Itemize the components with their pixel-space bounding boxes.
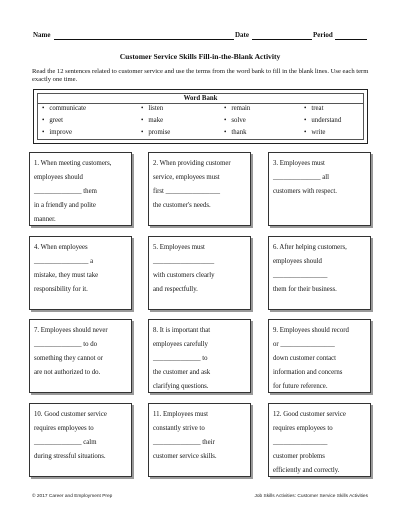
word-bank-term: • promise bbox=[141, 129, 171, 136]
word-bank-term: • solve bbox=[224, 117, 246, 124]
question-card-5 bbox=[148, 236, 251, 310]
question-text: 3. Employees must ______________ all customers with respect. bbox=[273, 160, 337, 195]
question-text: 11. Employees must constantly strive to ______________ their customer service skills. bbox=[153, 411, 217, 460]
question-card-9 bbox=[268, 319, 371, 393]
word-bank-term: • write bbox=[304, 129, 326, 136]
instructions: Read the 12 sentences related to customer service and use the terms from the word bank to fill in the blank lines. Use each term exactly one time. bbox=[32, 68, 369, 84]
word-bank-term: • remain bbox=[224, 105, 251, 112]
question-text: 1. When meeting customers, employees should ______________ them in a friendly and polite manner. bbox=[34, 160, 112, 223]
period-label: Period bbox=[313, 31, 333, 39]
word-bank-term: • thank bbox=[224, 129, 247, 136]
question-card-8 bbox=[148, 319, 251, 393]
name-line[interactable] bbox=[54, 39, 234, 40]
word-bank-term: • listen bbox=[141, 105, 164, 112]
word-bank-term: • make bbox=[141, 117, 164, 124]
question-text: 4. When employees ________________ a mistake, they must take responsibility for it. bbox=[34, 244, 99, 293]
name-label: Name bbox=[33, 31, 51, 39]
question-text: 8. It is important that employees carefully ______________ to the customer and ask clarifying questions. bbox=[153, 327, 211, 390]
word-bank bbox=[33, 89, 368, 144]
question-text: 12. Good customer service requires employees to ________________ customer problems efficiently and correctly. bbox=[273, 411, 346, 474]
question-card-12 bbox=[268, 403, 371, 477]
period-line[interactable] bbox=[335, 39, 367, 40]
page-title: Customer Service Skills Fill-in-the-Blank Activity bbox=[119, 52, 281, 61]
word-bank-row bbox=[38, 128, 363, 140]
date-line[interactable] bbox=[252, 39, 312, 40]
word-bank-term: • treat bbox=[304, 105, 324, 112]
question-text: 7. Employees should never ______________ to do something they cannot or are not authorized to do. bbox=[34, 327, 108, 376]
date-label: Date bbox=[235, 31, 249, 39]
word-bank-term: • understand bbox=[304, 117, 342, 124]
question-card-1 bbox=[29, 152, 132, 226]
question-card-6 bbox=[268, 236, 371, 310]
word-bank-title: Word Bank bbox=[38, 94, 363, 104]
word-bank-term: • improve bbox=[42, 129, 73, 136]
question-card-3 bbox=[268, 152, 371, 226]
question-text: 10. Good customer service requires employees to ______________ calm during stressful situations. bbox=[34, 411, 107, 460]
footer-series: Job Skills Activities: Customer Service Skills Activities bbox=[254, 494, 368, 499]
question-card-7 bbox=[29, 319, 132, 393]
question-text: 2. When providing customer service, employees must first ________________ the customer's needs. bbox=[153, 160, 231, 209]
word-bank-row bbox=[38, 116, 363, 128]
question-text: 5. Employees must __________________ with customers clearly and respectfully. bbox=[153, 244, 215, 293]
word-bank-term: • greet bbox=[42, 117, 63, 124]
question-text: 9. Employees should record or ________________ down customer contact information and concerns for future reference. bbox=[273, 327, 349, 390]
word-bank-term: • communicate bbox=[42, 105, 87, 112]
footer-copyright: © 2017 Career and Employment Prep bbox=[32, 494, 113, 499]
word-bank-row bbox=[38, 104, 363, 116]
question-card-2 bbox=[148, 152, 251, 226]
question-card-10 bbox=[29, 403, 132, 477]
question-card-11 bbox=[148, 403, 251, 477]
question-card-4 bbox=[29, 236, 132, 310]
question-text: 6. After helping customers, employees should ________________ them for their business. bbox=[273, 244, 347, 293]
